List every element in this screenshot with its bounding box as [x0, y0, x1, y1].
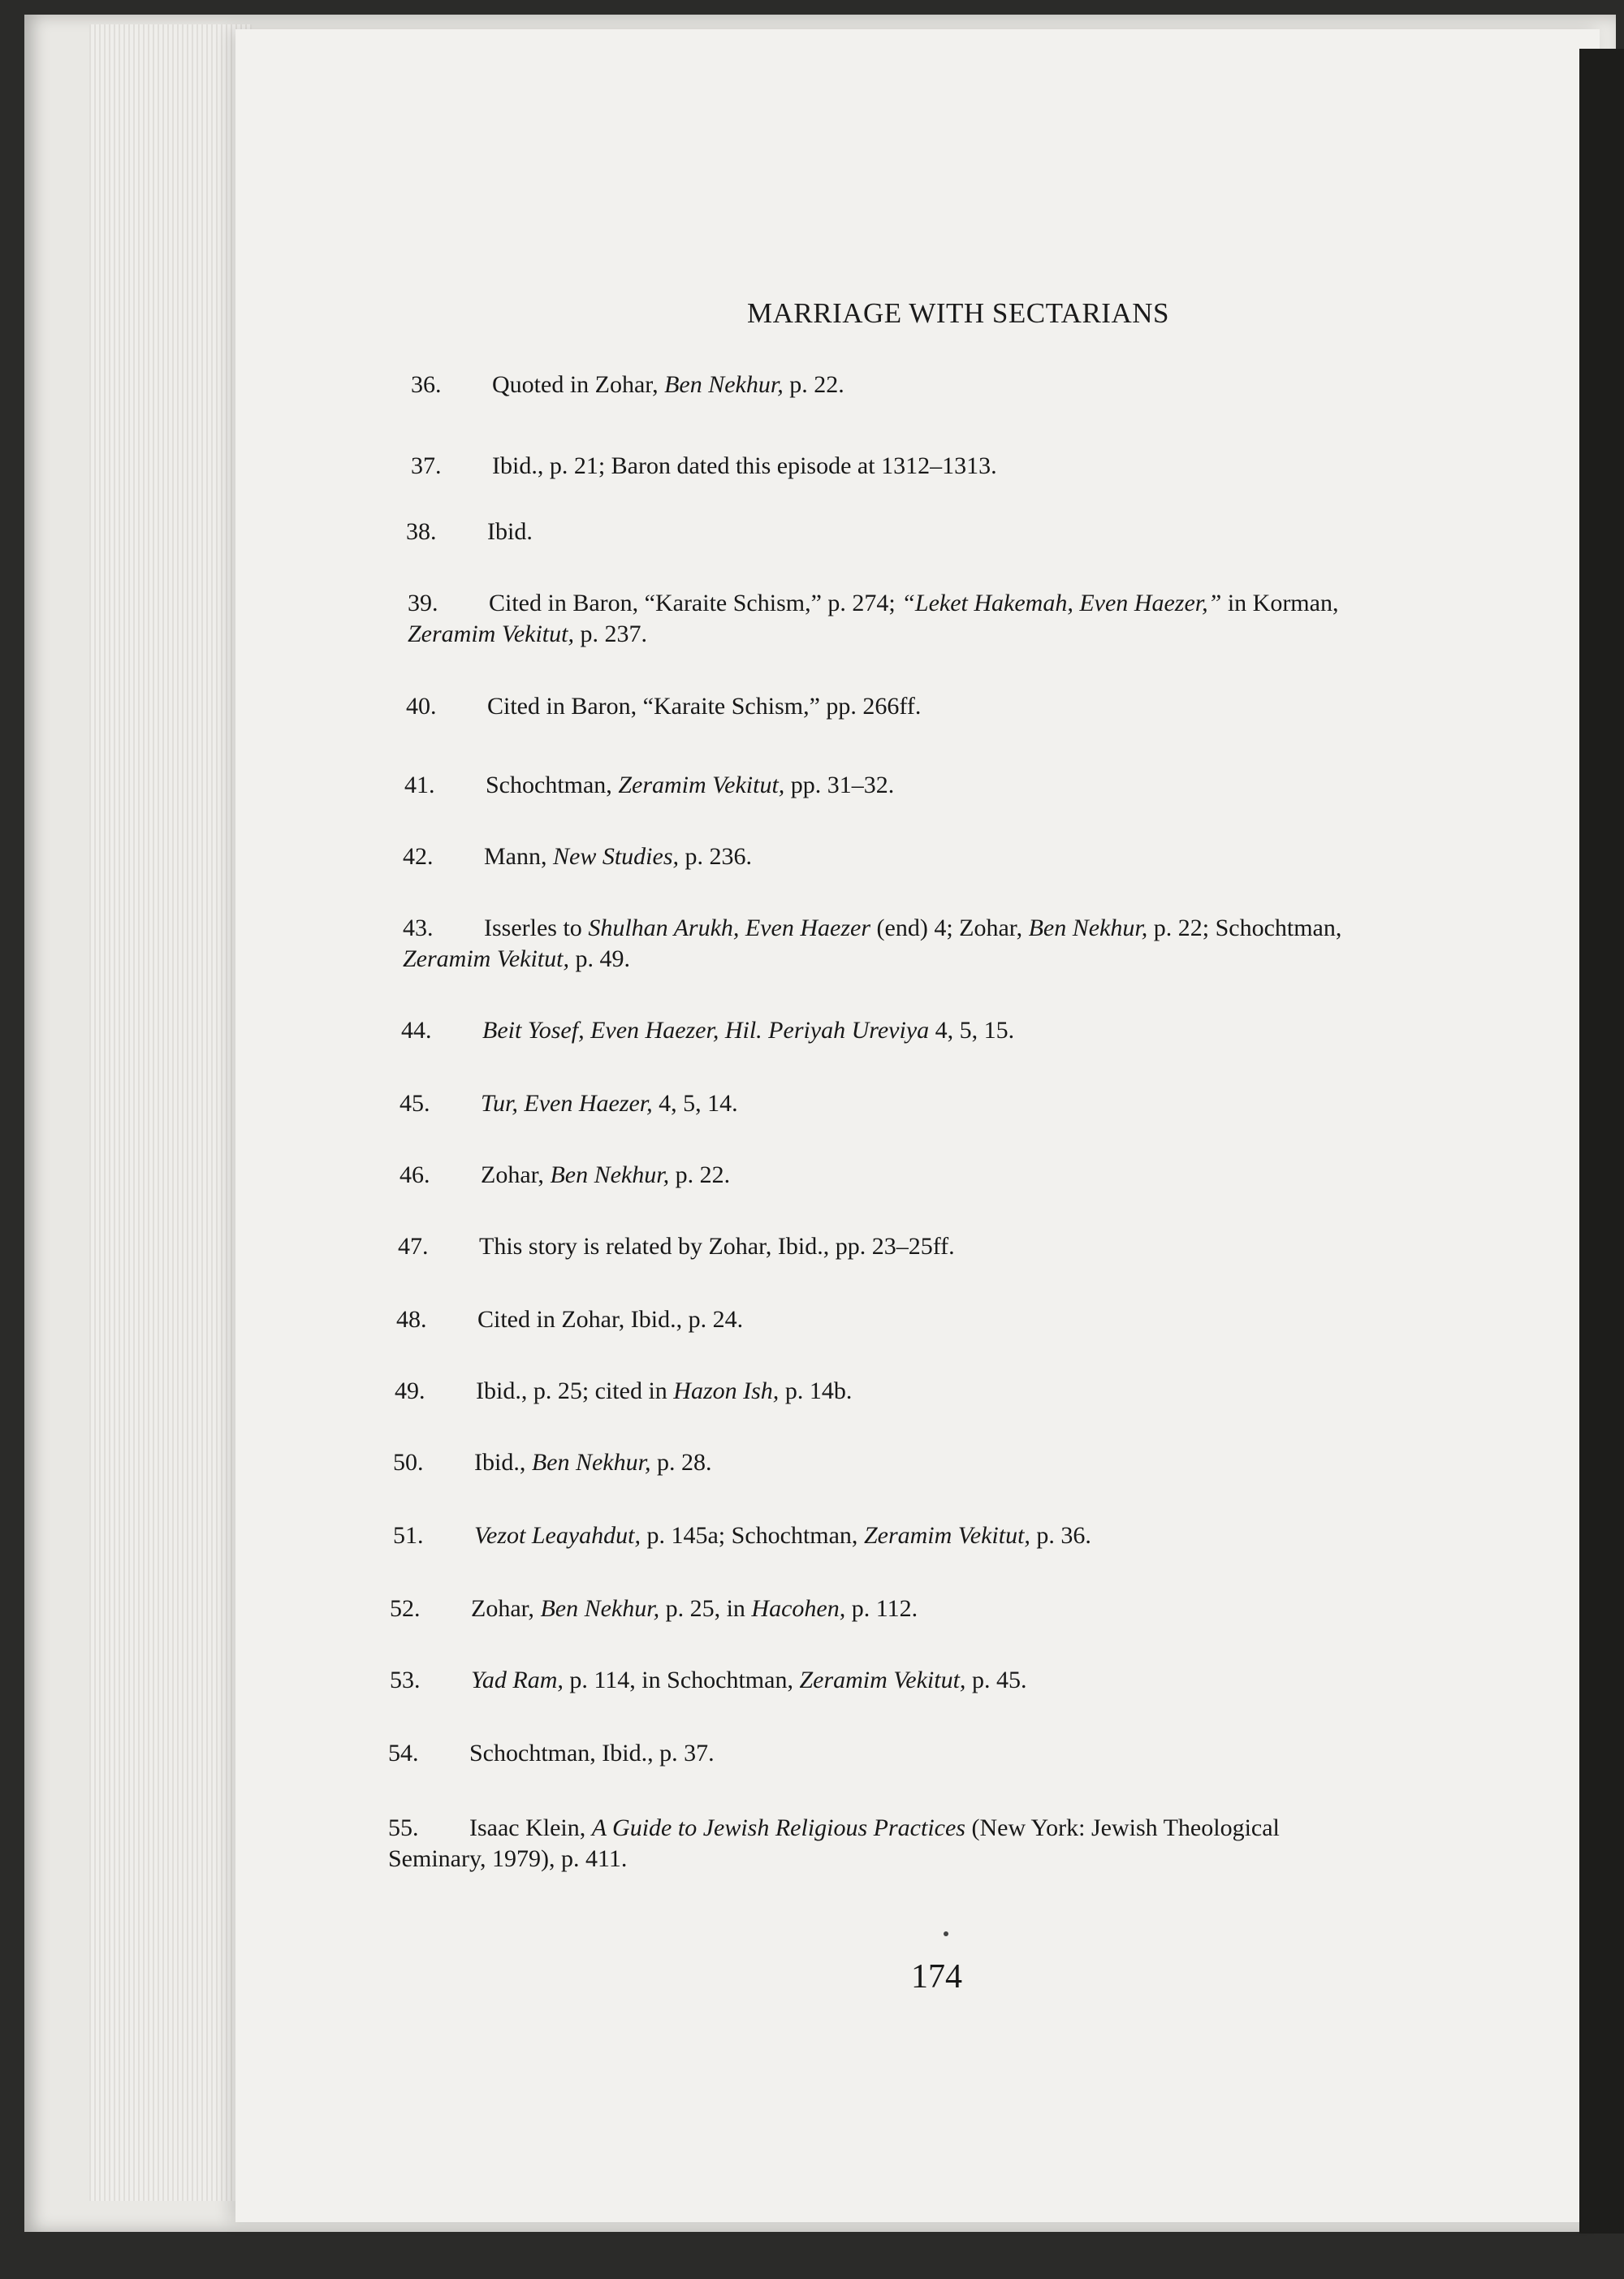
endnote-text: p. 25, in: [659, 1595, 752, 1622]
endnote-title: Zeramim Vekitut,: [618, 772, 785, 798]
endnote-text: Cited in Zohar, Ibid., p. 24.: [477, 1306, 744, 1333]
endnote-number: 36.: [411, 371, 442, 398]
endnote-text: Quoted in Zohar,: [492, 371, 665, 398]
endnote-42: [403, 841, 752, 872]
endnote-text: p. 145a; Schochtman,: [640, 1522, 864, 1549]
endnote-continuation: [388, 1844, 1280, 1875]
endnote-45: [400, 1088, 738, 1119]
endnote-title: Zeramim Vekitut,: [408, 621, 574, 647]
endnote-54: [388, 1738, 715, 1769]
endnote-text: Ibid.: [487, 518, 533, 545]
endnote-text: Schochtman,: [486, 772, 619, 798]
endnote-text: p. 22; Schochtman,: [1147, 915, 1342, 941]
endnote-text: p. 22.: [669, 1161, 731, 1188]
endnote-46: [400, 1160, 730, 1191]
endnote-title: Ben Nekhur,: [664, 371, 784, 398]
endnote-number: 54.: [388, 1740, 419, 1767]
endnote-text: (end) 4; Zohar,: [870, 915, 1029, 941]
ink-dot: [944, 1931, 948, 1936]
endnote-title: Hazon Ish,: [673, 1377, 780, 1404]
endnote-title: Ben Nekhur,: [540, 1595, 660, 1622]
endnote-text: Zohar,: [471, 1595, 541, 1622]
endnote-text: Cited in Baron, “Karaite Schism,” p. 274;: [489, 590, 902, 616]
endnote-text: p. 112.: [845, 1595, 918, 1622]
endnote-text: p. 22.: [783, 371, 844, 398]
endnote-title: Zeramim Vekitut,: [799, 1667, 966, 1693]
endnote-text: 4, 5, 14.: [652, 1090, 738, 1117]
endnote-39: [408, 588, 1338, 650]
endnote-title: Zeramim Vekitut,: [863, 1522, 1030, 1549]
endnote-number: 38.: [406, 518, 437, 545]
endnote-title: Beit Yosef, Even Haezer, Hil. Periyah Ureviya: [482, 1017, 930, 1044]
endnote-title: Vezot Leayahdut,: [474, 1522, 641, 1549]
endnote-text: Zohar,: [481, 1161, 551, 1188]
endnote-53: [390, 1665, 1026, 1696]
endnote-text: Seminary, 1979), p. 411.: [388, 1845, 628, 1872]
endnote-text: Mann,: [484, 843, 553, 870]
endnote-36: [411, 370, 844, 400]
endnote-title: Ben Nekhur,: [1028, 915, 1148, 941]
endnote-title: A Guide to Jewish Religious Practices: [591, 1814, 965, 1841]
endnote-number: 48.: [396, 1306, 427, 1333]
endnote-title: Shulhan Arukh, Even Haezer: [588, 915, 871, 941]
endnote-title: Ben Nekhur,: [550, 1161, 670, 1188]
endnote-continuation: [403, 944, 1341, 975]
endnote-number: 37.: [411, 452, 442, 479]
endnote-title: Yad Ram,: [471, 1667, 564, 1693]
endnote-number: 40.: [406, 693, 437, 720]
endnote-text: Schochtman, Ibid., p. 37.: [469, 1740, 715, 1767]
endnote-44: [401, 1015, 1014, 1046]
endnote-number: 43.: [403, 915, 434, 941]
endnote-title: Hacohen,: [751, 1595, 846, 1622]
endnote-41: [404, 770, 894, 801]
endnote-number: 41.: [404, 772, 435, 798]
endnote-52: [390, 1594, 918, 1624]
book-page: [235, 29, 1600, 2222]
endnote-text: p. 114, in Schochtman,: [563, 1667, 800, 1693]
endnote-text: Ibid., p. 21; Baron dated this episode at 1312–1313.: [492, 452, 997, 479]
endnote-text: (New York: Jewish Theological: [965, 1814, 1280, 1841]
page-edges: [89, 24, 252, 2201]
endnote-40: [406, 691, 921, 722]
endnote-number: 47.: [398, 1233, 429, 1260]
endnote-text: p. 237.: [573, 621, 647, 647]
endnote-number: 55.: [388, 1814, 419, 1841]
endnote-number: 50.: [393, 1449, 424, 1476]
endnote-text: p. 236.: [679, 843, 752, 870]
endnote-text: Cited in Baron, “Karaite Schism,” pp. 266ff.: [487, 693, 922, 720]
endnote-text: p. 45.: [965, 1667, 1027, 1693]
endnote-text: Ibid., p. 25; cited in: [476, 1377, 674, 1404]
endnote-text: This story is related by Zohar, Ibid., pp. 23–25ff.: [479, 1233, 955, 1260]
endnote-number: 42.: [403, 843, 434, 870]
endnote-number: 45.: [400, 1090, 430, 1117]
endnote-text: p. 14b.: [779, 1377, 853, 1404]
endnote-text: p. 36.: [1030, 1522, 1091, 1549]
endnote-text: Isaac Klein,: [469, 1814, 592, 1841]
endnote-43: [403, 913, 1341, 975]
endnote-title: “Leket Hakemah, Even Haezer,”: [901, 590, 1222, 616]
endnote-number: 44.: [401, 1017, 432, 1044]
endnote-text: Ibid.,: [474, 1449, 532, 1476]
endnote-continuation: [408, 619, 1338, 650]
endnote-text: in Korman,: [1221, 590, 1339, 616]
page-number: 174: [911, 1958, 962, 1996]
facing-page-edge: [1579, 49, 1624, 2234]
endnote-number: 51.: [393, 1522, 424, 1549]
endnote-title: Ben Nekhur,: [531, 1449, 651, 1476]
endnote-37: [411, 451, 997, 482]
endnote-number: 53.: [390, 1667, 421, 1693]
endnote-title: New Studies,: [553, 843, 679, 870]
running-header: MARRIAGE WITH SECTARIANS: [747, 297, 1169, 329]
endnote-48: [396, 1304, 743, 1335]
endnote-50: [393, 1447, 711, 1478]
endnote-text: Isserles to: [484, 915, 589, 941]
endnote-number: 49.: [395, 1377, 425, 1404]
endnote-text: 4, 5, 15.: [929, 1017, 1015, 1044]
endnote-text: p. 49.: [568, 945, 630, 972]
endnote-number: 39.: [408, 590, 438, 616]
endnote-51: [393, 1520, 1091, 1551]
endnote-text: p. 28.: [650, 1449, 712, 1476]
endnote-text: pp. 31–32.: [784, 772, 895, 798]
endnote-title: Zeramim Vekitut,: [403, 945, 569, 972]
endnote-title: Tur, Even Haezer,: [481, 1090, 653, 1117]
endnote-38: [406, 517, 533, 547]
endnote-55: [388, 1813, 1280, 1875]
endnote-49: [395, 1376, 852, 1407]
endnote-number: 46.: [400, 1161, 430, 1188]
endnote-47: [398, 1231, 955, 1262]
endnote-number: 52.: [390, 1595, 421, 1622]
